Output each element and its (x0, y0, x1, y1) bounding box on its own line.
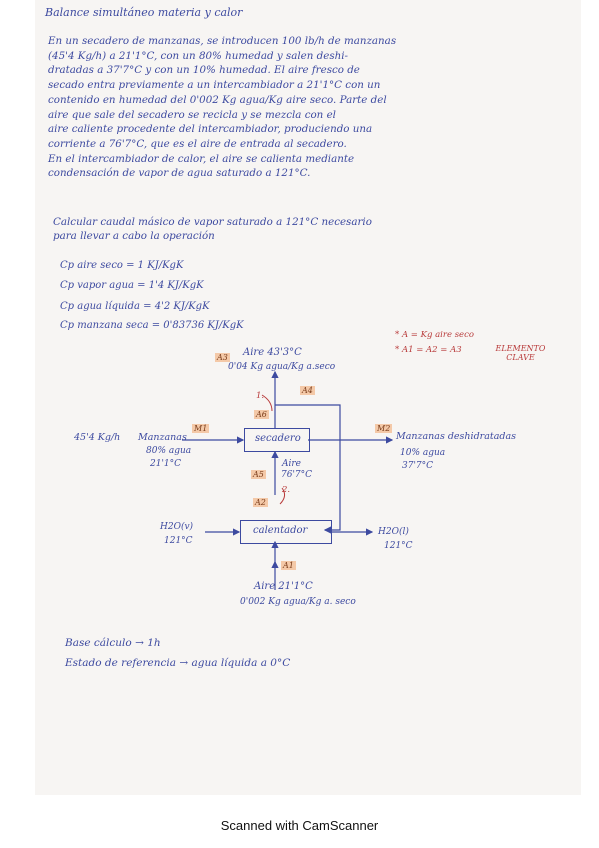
steam-in-temp: 121°C (164, 536, 193, 546)
tag-m2: M2 (377, 424, 391, 433)
tag-a3: A3 (217, 353, 228, 362)
scanner-watermark: Scanned with CamScanner (220, 818, 379, 833)
page-title: Balance simultáneo materia y calor (45, 6, 243, 19)
calculation-basis: Base cálculo → 1h (65, 637, 161, 649)
note-air-definition: * A = Kg aire seco (395, 330, 474, 340)
feed-rate: 45'4 Kg/h (74, 432, 121, 443)
step-1: 1. (256, 391, 265, 401)
product-name: Manzanas deshidratadas (396, 431, 516, 442)
statement-line: dratadas a 37'7°C y con un 10% humedad. El aire fresco de (48, 64, 360, 77)
tag-a5: A5 (253, 470, 264, 479)
heater-label: calentador (253, 525, 308, 536)
tag-m1: M1 (194, 424, 208, 433)
dryer-block (244, 428, 310, 452)
statement-line: corriente a 76'7°C, que es el aire de entrada al secadero. (48, 137, 347, 150)
statement-line: (45'4 Kg/h) a 21'1°C, con un 80% humedad y salen deshi- (48, 49, 349, 62)
statement-line: condensación de vapor de agua saturado a 121°C. (48, 167, 311, 180)
steam-in: H2O(v) (160, 522, 194, 532)
question-line: para llevar a cabo la operación (53, 230, 215, 242)
product-humidity: 10% agua (400, 448, 446, 458)
note-key-element: ELEMENTO CLAVE (495, 344, 546, 362)
condensate-out: H2O(l) (378, 527, 409, 537)
mix-air-temp: 76'7°C (281, 470, 313, 480)
feed-temp: 21'1°C (150, 459, 182, 469)
statement-line: En un secadero de manzanas, se introducen 100 lb/h de manzanas (48, 35, 397, 47)
condensate-out-temp: 121°C (384, 541, 413, 551)
cp-value: Cp manzana seca = 0'83736 KJ/KgK (60, 320, 244, 331)
statement-line: aire caliente procedente del intercambiador, produciendo una (48, 123, 373, 136)
statement-line: En el intercambiador de calor, el aire se calienta mediante (48, 152, 355, 165)
dryer-label: secadero (255, 433, 301, 444)
air-out-temp: Aire 43'3°C (243, 347, 302, 358)
feed-humidity: 80% agua (146, 446, 192, 456)
reference-state: Estado de referencia → agua líquida a 0°C (65, 657, 291, 669)
tag-a2: A2 (255, 498, 266, 507)
note-air-equality: * A1 = A2 = A3 (395, 345, 462, 355)
statement-line: secado entra previamente a un intercambiador a 21'1°C con un (48, 79, 381, 92)
cp-value: Cp vapor agua = 1'4 KJ/KgK (60, 280, 204, 291)
feed-name: Manzanas (138, 432, 187, 443)
air-in-temp: Aire 21'1°C (254, 581, 313, 592)
step-2: 2. (282, 485, 291, 495)
heater-block (240, 520, 332, 544)
air-out-humidity: 0'04 Kg agua/Kg a.seco (228, 362, 336, 372)
cp-value: Cp agua líquida = 4'2 KJ/KgK (60, 301, 210, 312)
product-temp: 37'7°C (402, 461, 434, 471)
question-line: Calcular caudal másico de vapor saturado a 121°C necesario (53, 216, 372, 228)
cp-value: Cp aire seco = 1 KJ/KgK (60, 260, 184, 271)
mix-air-label: Aire (282, 459, 302, 469)
tag-a6: A6 (256, 410, 267, 419)
tag-a4: A4 (302, 386, 313, 395)
statement-line: contenido en humedad del 0'002 Kg agua/Kg aire seco. Parte del (48, 93, 387, 106)
air-in-humidity: 0'002 Kg agua/Kg a. seco (240, 597, 356, 607)
statement-line: aire que sale del secadero se recicla y se mezcla con el (48, 108, 336, 121)
tag-a1: A1 (283, 561, 294, 570)
